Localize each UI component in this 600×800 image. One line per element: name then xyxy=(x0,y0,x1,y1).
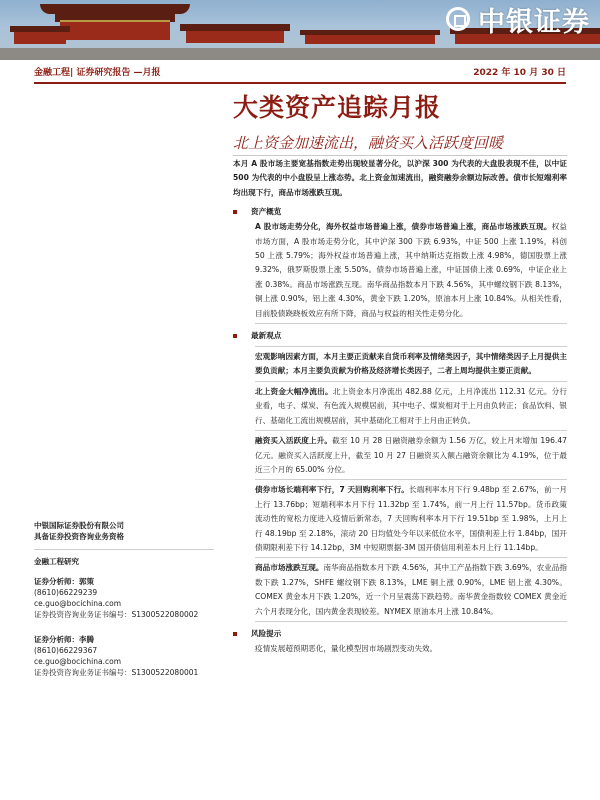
company-name: 中银国际证券股份有限公司 xyxy=(34,521,124,530)
analyst-cert: 证券投资咨询业务证书编号：S1300522080002 xyxy=(34,610,199,619)
section-divider xyxy=(255,621,567,622)
brand-logo-text: 中银证券 xyxy=(478,6,590,38)
sidebar-team xyxy=(34,556,224,567)
overview-paragraph: A 股市场走势分化，海外权益市场普遍上涨，债券市场普遍上涨，商品市场涨跌互现。权益市场方面，A 股市场走势分化，其中沪深 300 下跌 6.93%，中证 500 上涨 1.19%，科创 50 上涨 5.79%；海外权益市场普遍上涨，其中纳斯达克指数上涨 4.98%，德国股票上涨 9.32%，俄罗斯股票上涨 5.50%。债券市场普遍上涨，中证国债上涨 0.69%，中证企业上涨 0.38%。商品市场涨跌互现。南华商品指数本月下跌 4.56%，其中螺纹钢下跌 8.13%，铜上涨 0.90%，铝上涨 4.30%，黄金下跌 1.20%，原油本月上涨 10.84%。从相关性看，目前股债跷跷板效应有所下降，商品与权益的相关性走势分化。 xyxy=(255,222,567,318)
analyst-email[interactable]: ce.guo@bocichina.com xyxy=(34,657,121,666)
section-bullet-icon xyxy=(233,210,237,214)
northbound-paragraph: 北上资金大幅净流出。北上资金本月净流出 482.88 亿元，上月净流出 112.31 亿元。分行业看，电子、煤炭、有色流入规模居前，其中电子、煤炭相对于上月由负转正；食品饮料、银行、基础化工流出规模居前，其中基础化工相对于上月由正转负。 xyxy=(255,386,568,425)
report-date: 2022 年 10 月 30 日 xyxy=(473,67,566,78)
section-bullet-icon xyxy=(233,334,237,338)
report-category: 金融工程| 证券研究报告 —月报 xyxy=(34,67,161,78)
analyst-phone: (8610)66229239 xyxy=(34,588,98,597)
analyst-phone: (8610)66229367 xyxy=(34,646,98,655)
bond-paragraph: 债券市场长端利率下行，7 天回购利率下行。长端利率本月下行 9.48bp 至 2.67%，前一月上行 13.76bp；短端利率本月下行 11.32bp 至 1.74%，前一月上行 11.57bp。货币政策流动性的宽松力度进入疫情后新常态，7 天回购利率本月下行 19.51bp 至 1.98%，上月上行 48.19bp 至 2.18%，滚动 20 日均值处今年以来低位水平，国债利差上行 1.84bp，国开债期限利差下行 14.12bp，3M 中短期票据-3M 国开债信用利差本月上行 11.14bp。 xyxy=(255,485,567,552)
section-divider xyxy=(255,479,567,480)
intro-summary: 本月 A 股市场主要宽基指数走势出现较显著分化，以沪深 300 为代表的大盘股表现不佳，以中证 500 为代表的中小盘股呈上涨态势。北上资金加速流出，融资融券余额边际改善。债市长短端利率均出现下行，商品市场涨跌互现。 xyxy=(233,159,567,197)
section-divider xyxy=(255,346,567,347)
analyst-cert: 证券投资咨询业务证书编号：S1300522080001 xyxy=(34,668,199,677)
section-asset-overview xyxy=(233,204,567,220)
analyst-name: 郭策 xyxy=(79,577,94,586)
boc-logo-icon xyxy=(446,7,470,31)
commodity-paragraph: 商品市场涨跌互现。南华商品指数本月下跌 4.56%，其中工产品指数下跌 3.69%，农业品指数下跌 1.27%，SHFE 螺纹钢下跌 8.13%，LME 铜上涨 0.90%，LME 铝上涨 4.30%。COMEX 黄金本月下跌 1.20%，近一个月呈震荡下跌趋势。南华黄金指数较 COMEX 黄金近六个月表现分化，国内黄金表现较差。NYMEX 原油本月上涨 10.84%。 xyxy=(255,563,568,616)
section-bullet-icon xyxy=(233,632,237,636)
analyst-name: 李腾 xyxy=(79,635,94,644)
team-name: 金融工程研究 xyxy=(34,557,79,566)
section-latest-views xyxy=(233,328,567,344)
section-divider xyxy=(255,381,567,382)
report-subtitle: 北上资金加速流出，融资买入活跃度回暖 xyxy=(233,134,504,152)
brand-logo xyxy=(446,0,590,38)
analyst-card: 证券分析师：郭策 (8610)66229239 ce.guo@bocichina.com 证券投资咨询业务证书编号：S1300522080002 xyxy=(34,576,224,620)
sidebar-company xyxy=(34,520,224,542)
header-rule xyxy=(34,82,566,84)
analyst-card: 证券分析师：李腾 (8610)66229367 ce.guo@bocichina.com 证券投资咨询业务证书编号：S1300522080001 xyxy=(34,634,224,678)
section-risk xyxy=(233,626,567,642)
section-title: 最新观点 xyxy=(251,330,282,340)
header-banner xyxy=(0,0,600,60)
company-qualification: 具备证券投资咨询业务资格 xyxy=(34,532,124,541)
report-header xyxy=(34,62,566,80)
risk-paragraph: 疫情发展超预期恶化，量化模型因市场剧烈变动失效。 xyxy=(255,643,438,653)
analyst-email[interactable]: ce.guo@bocichina.com xyxy=(34,599,121,608)
section-title: 风险提示 xyxy=(251,628,282,638)
main-content xyxy=(233,157,567,656)
report-title: 大类资产追踪月报 xyxy=(233,93,442,122)
subtitle-rule xyxy=(233,155,567,156)
section-title: 资产概览 xyxy=(251,207,282,217)
sidebar-rule xyxy=(34,549,214,550)
margin-paragraph: 融资买入活跃度上升。截至 10 月 28 日融资融券余额为 1.56 万亿，较上月末增加 196.47 亿元。融资买入活跃度上升，截至 10 月 27 日融资买入额占融资余额比为 4.19%，位于最近三个月的 65.00% 分位。 xyxy=(255,436,568,474)
section-divider xyxy=(255,323,567,324)
section-divider xyxy=(255,557,567,558)
macro-paragraph: 宏观影响因素方面，本月主要正贡献来自货币利率及情绪类因子，其中情绪类因子上月提供主要负贡献；本月主要负贡献为价格及经济增长类因子，二者上周均提供主要正贡献。 xyxy=(255,352,567,376)
section-divider xyxy=(255,430,567,431)
